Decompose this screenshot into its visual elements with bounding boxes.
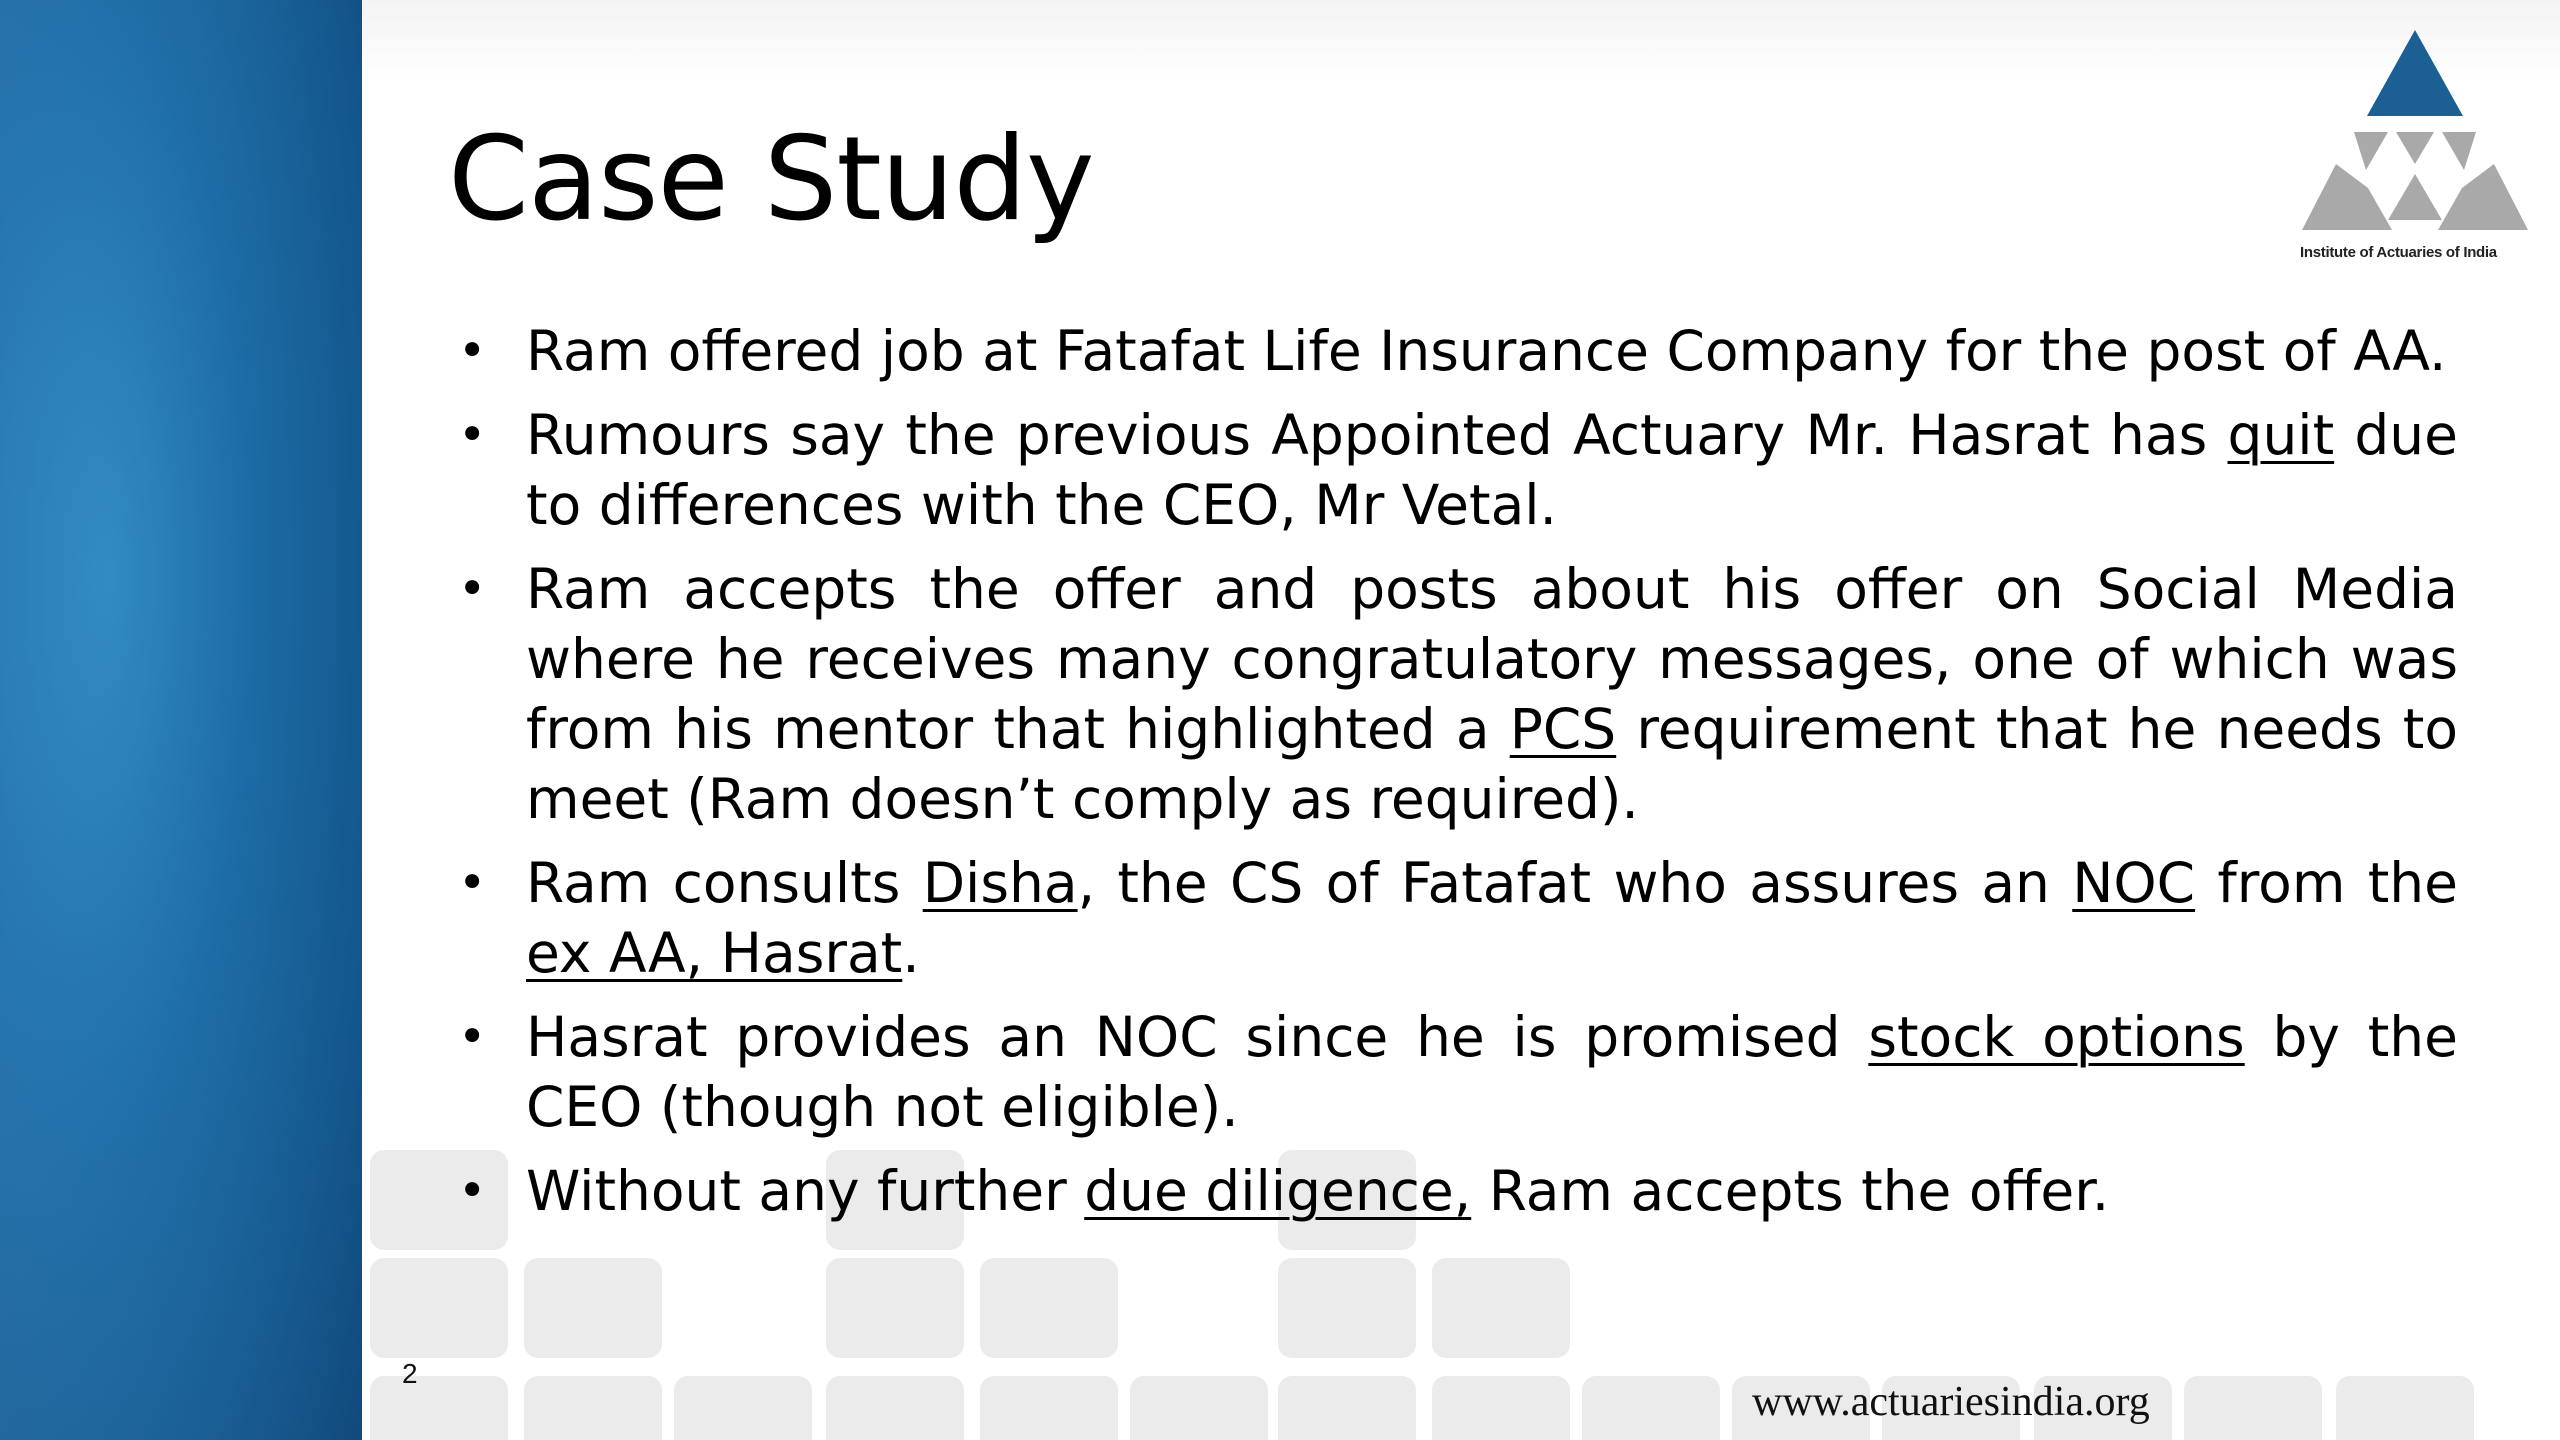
decor-tile — [370, 1376, 508, 1440]
decor-tile — [2336, 1376, 2474, 1440]
underlined-term: ex AA, Hasrat — [526, 921, 903, 985]
bullet-text: Ram offered job at Fatafat Life Insurance Company for the post of AA. — [526, 319, 2447, 383]
decor-tile — [2184, 1376, 2322, 1440]
bullet-list — [448, 316, 2458, 1240]
page-title: Case Study — [448, 112, 1094, 247]
decor-tile — [980, 1376, 1118, 1440]
decor-tile — [980, 1258, 1118, 1358]
bullet-text: . — [902, 921, 920, 985]
bullet-text: Without any further — [526, 1159, 1085, 1223]
bullet-text: Ram accepts the offer and posts about his offer on Social Media where he receives many congratulatory messages, one of which was from his mentor that highlighted a — [526, 557, 2458, 761]
decor-tile — [524, 1258, 662, 1358]
decor-tile — [1278, 1376, 1416, 1440]
bullet-dot-icon: • — [458, 1163, 487, 1219]
bullet-text: Rumours say the previous Appointed Actuary Mr. Hasrat has — [526, 403, 2228, 467]
underlined-term: quit — [2227, 403, 2335, 467]
bullet-item — [448, 848, 2458, 988]
bullet-text: Ram accepts the offer. — [1471, 1159, 2110, 1223]
bullet-text: requirement that he needs to meet (Ram doesn’t comply as required). — [526, 697, 2458, 831]
decor-tile — [674, 1376, 812, 1440]
bullet-text: by the CEO (though not eligible). — [526, 1005, 2458, 1139]
bullet-dot-icon: • — [458, 561, 487, 617]
logo-caption: Institute of Actuaries of India — [2300, 244, 2497, 261]
decor-tile — [1432, 1376, 1570, 1440]
underlined-term: due diligence, — [1084, 1159, 1472, 1223]
decor-tile — [826, 1376, 964, 1440]
bullet-item — [448, 554, 2458, 834]
slide-number: 2 — [402, 1358, 418, 1389]
bullet-item — [448, 400, 2458, 540]
bullet-item — [448, 316, 2458, 386]
decor-tile — [1130, 1376, 1268, 1440]
decor-tile — [826, 1258, 964, 1358]
underlined-term: stock options — [1868, 1005, 2245, 1069]
decor-tile — [524, 1376, 662, 1440]
decor-tile — [370, 1258, 508, 1358]
bullet-item — [448, 1002, 2458, 1142]
decor-tile — [1278, 1258, 1416, 1358]
iai-triangle-logo-icon — [2296, 24, 2534, 274]
bullet-text: , the CS of Fatafat who assures an — [1077, 851, 2073, 915]
footer-website-link[interactable]: www.actuariesindia.org — [1752, 1379, 2150, 1425]
bullet-dot-icon: • — [458, 323, 487, 379]
bullet-dot-icon: • — [458, 1009, 487, 1065]
bullet-item — [448, 1156, 2458, 1226]
decor-tile — [1432, 1258, 1570, 1358]
bullet-text: due to differences with the CEO, Mr Vetal. — [526, 403, 2459, 537]
left-blue-band — [0, 0, 362, 1440]
bullet-text: Ram consults — [526, 851, 923, 915]
bullet-dot-icon: • — [458, 855, 487, 911]
underlined-term: NOC — [2072, 851, 2196, 915]
underlined-term: Disha — [922, 851, 1078, 915]
bullet-text: from the — [2195, 851, 2458, 915]
decor-tile — [1582, 1376, 1720, 1440]
bullet-dot-icon: • — [458, 407, 487, 463]
bullet-text: Hasrat provides an NOC since he is promised — [526, 1005, 1869, 1069]
underlined-term: PCS — [1509, 697, 1617, 761]
